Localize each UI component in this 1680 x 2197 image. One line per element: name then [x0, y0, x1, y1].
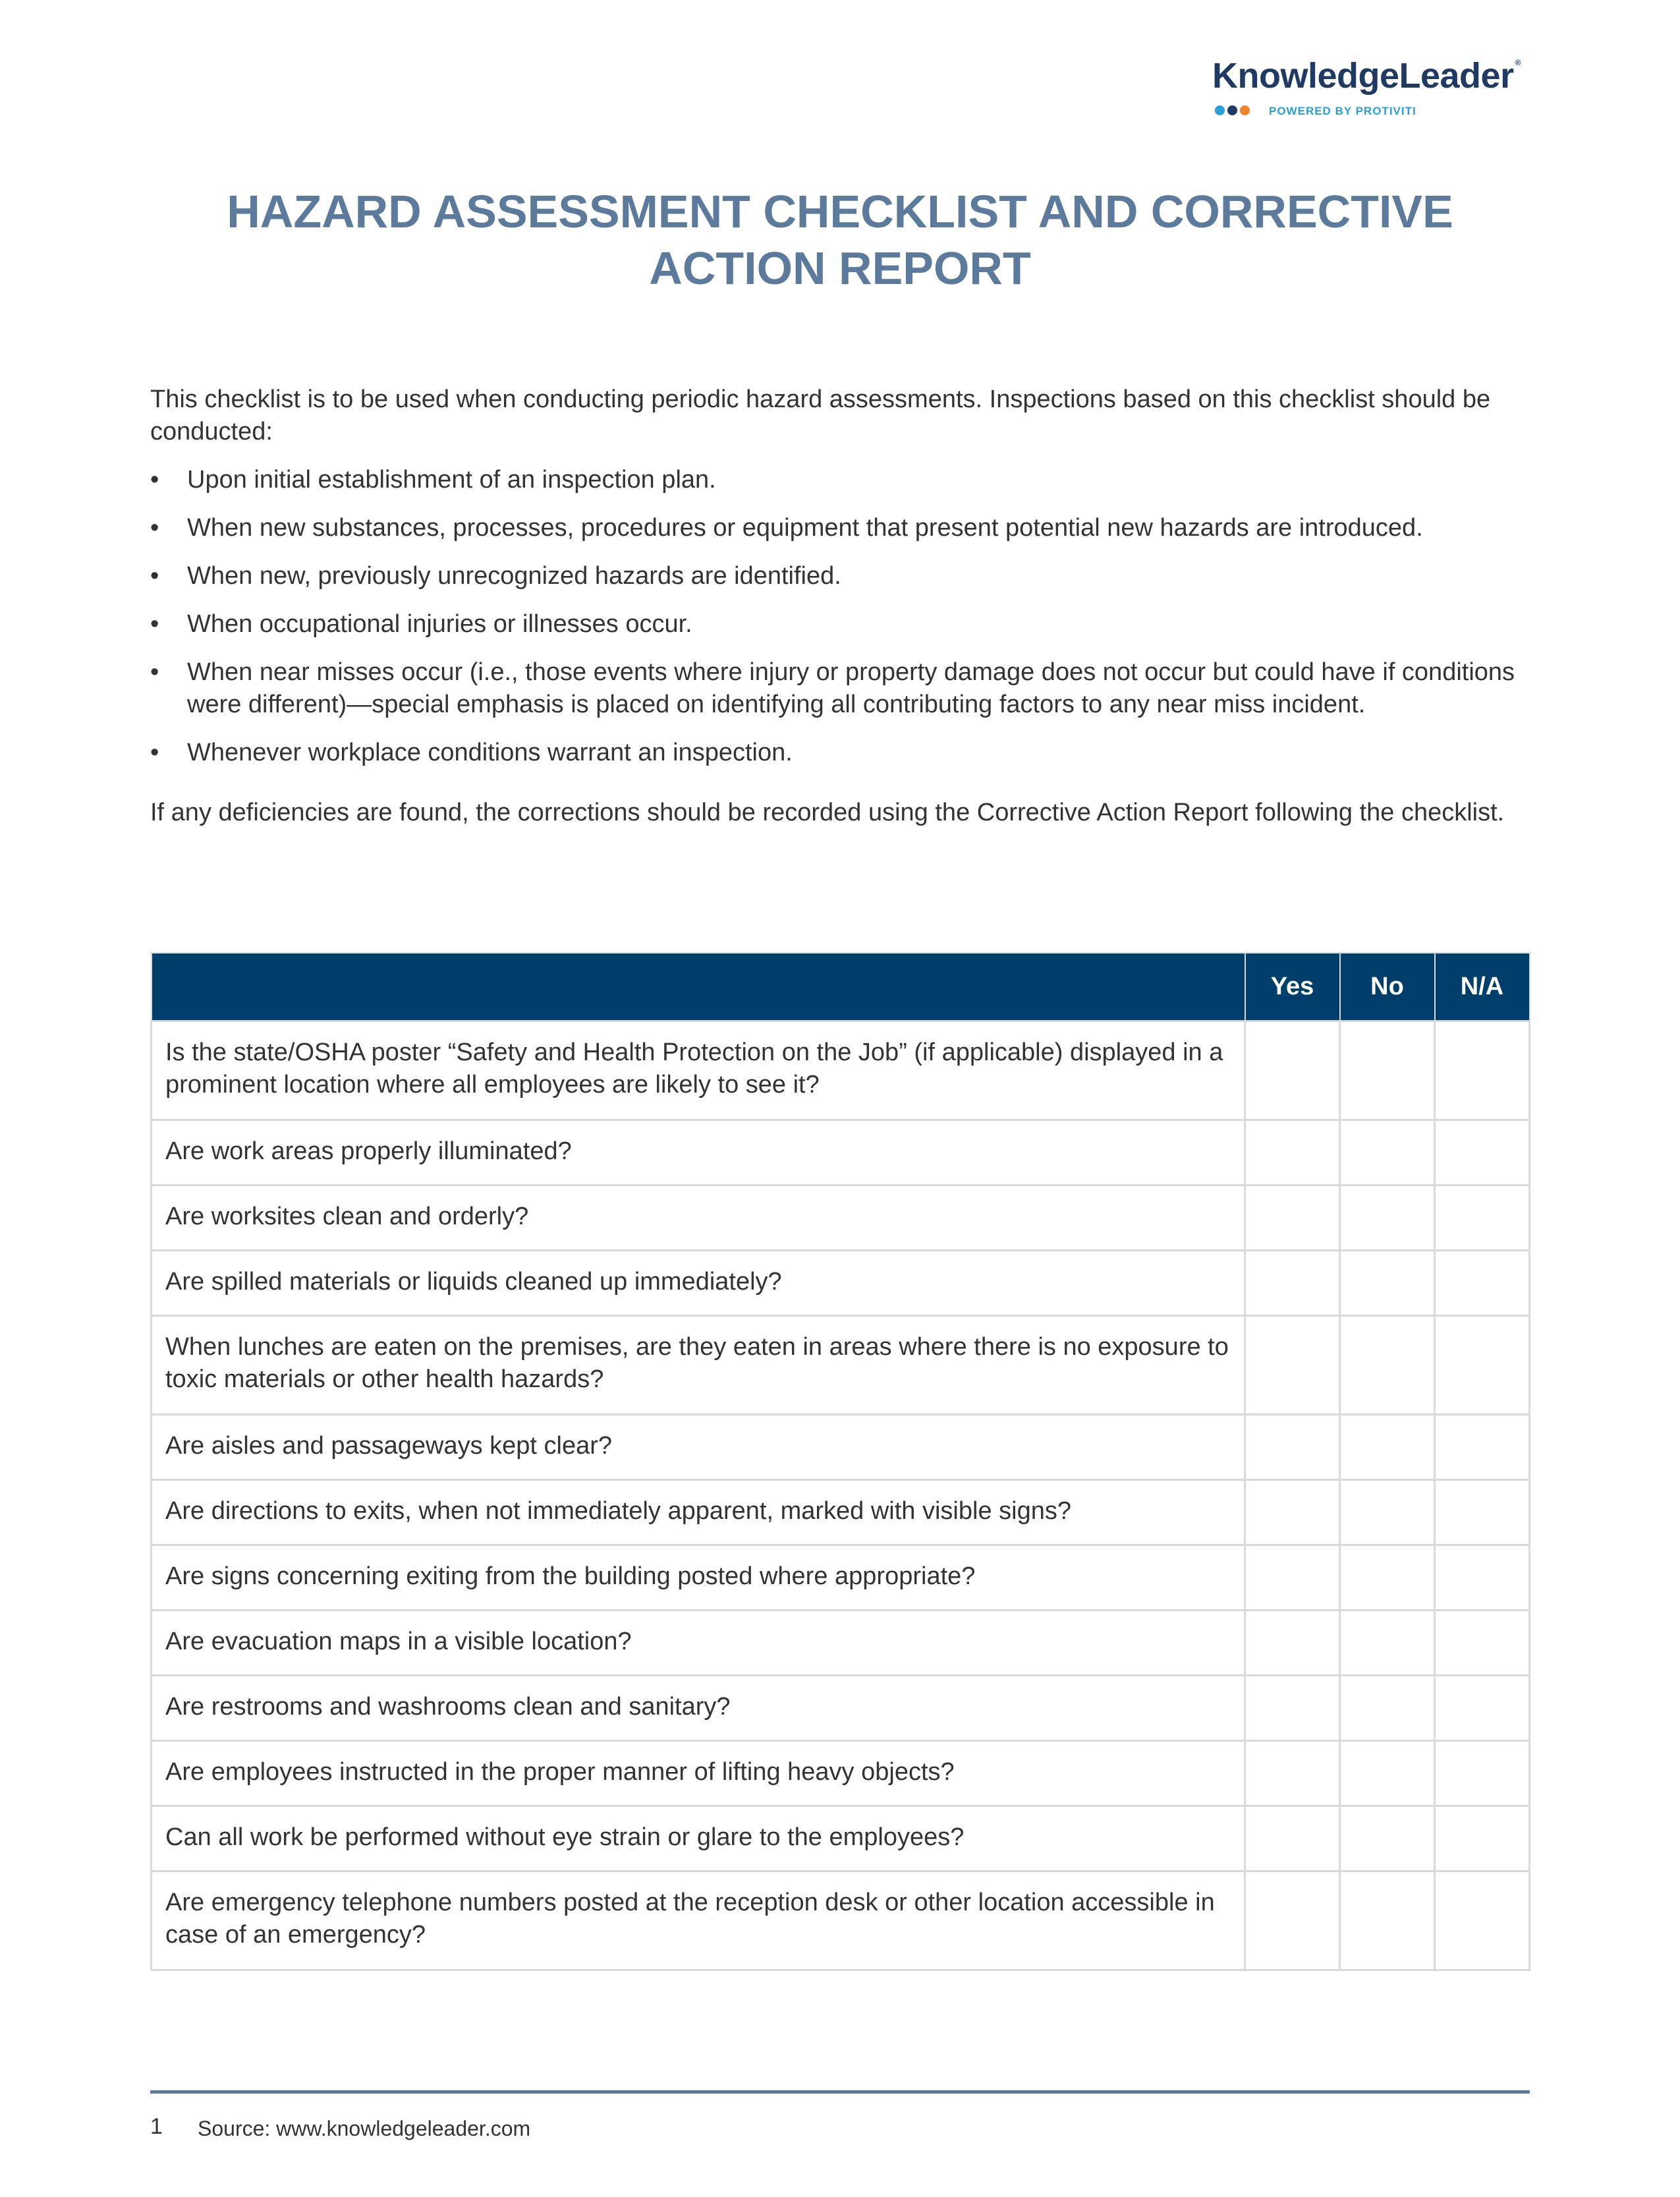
answer-cell-no[interactable] — [1340, 1741, 1435, 1806]
table-row — [152, 1316, 1530, 1415]
checklist-question: Are work areas properly illuminated? — [152, 1120, 1245, 1185]
inspection-trigger-item — [150, 656, 1530, 721]
answer-cell-yes[interactable] — [1245, 1611, 1340, 1676]
table-row — [152, 1871, 1530, 1970]
inspection-trigger-text: When new substances, processes, procedures or equipment that present potential new hazards are introduced. — [187, 514, 1423, 542]
answer-cell-na[interactable] — [1435, 1480, 1530, 1545]
logo-dot-3 — [1240, 105, 1250, 115]
logo-dot-1 — [1215, 105, 1225, 115]
answer-cell-na[interactable] — [1435, 1120, 1530, 1185]
checklist-question: When lunches are eaten on the premises, are they eaten in areas where there is no exposure to toxic materials or other health hazards? — [152, 1316, 1245, 1415]
header-no: No — [1340, 953, 1435, 1021]
header-question — [152, 953, 1245, 1021]
answer-cell-yes[interactable] — [1245, 1480, 1340, 1545]
inspection-triggers-list — [150, 464, 1530, 769]
footer-divider — [150, 2090, 1530, 2094]
checklist-question: Are evacuation maps in a visible location? — [152, 1611, 1245, 1676]
answer-cell-na[interactable] — [1435, 1316, 1530, 1415]
answer-cell-no[interactable] — [1340, 1871, 1435, 1970]
answer-cell-no[interactable] — [1340, 1415, 1435, 1480]
inspection-trigger-text: Whenever workplace conditions warrant an inspection. — [187, 739, 793, 766]
inspection-trigger-item — [150, 464, 1530, 496]
answer-cell-na[interactable] — [1435, 1871, 1530, 1970]
checklist-question: Are employees instructed in the proper manner of lifting heavy objects? — [152, 1741, 1245, 1806]
logo-wordmark: KnowledgeLeader ® — [1212, 56, 1521, 96]
answer-cell-no[interactable] — [1340, 1611, 1435, 1676]
inspection-trigger-item — [150, 608, 1530, 641]
header-yes: Yes — [1245, 953, 1340, 1021]
answer-cell-na[interactable] — [1435, 1806, 1530, 1871]
table-row — [152, 1545, 1530, 1611]
table-row — [152, 1251, 1530, 1316]
checklist-header-row — [152, 953, 1530, 1021]
logo-tagline: POWERED BY PROTIVITI — [1269, 105, 1416, 117]
inspection-trigger-item — [150, 737, 1530, 769]
checklist-question: Are spilled materials or liquids cleaned up immediately? — [152, 1251, 1245, 1316]
answer-cell-no[interactable] — [1340, 1185, 1435, 1251]
inspection-trigger-text: When near misses occur (i.e., those events where injury or property damage does not occur but could have if conditions were different)—special emphasis is placed on identifying all contributing factors to any near miss incident. — [187, 658, 1515, 718]
page-number: 1 — [150, 2114, 163, 2139]
checklist-question: Is the state/OSHA poster “Safety and Health Protection on the Job” (if applicable) displayed in a prominent location where all employees are likely to see it? — [152, 1021, 1245, 1120]
answer-cell-yes[interactable] — [1245, 1316, 1340, 1415]
answer-cell-no[interactable] — [1340, 1480, 1435, 1545]
table-row — [152, 1120, 1530, 1185]
answer-cell-na[interactable] — [1435, 1611, 1530, 1676]
table-row — [152, 1021, 1530, 1120]
table-row — [152, 1185, 1530, 1251]
inspection-trigger-item — [150, 560, 1530, 592]
bullet-icon: • — [150, 658, 159, 686]
answer-cell-yes[interactable] — [1245, 1021, 1340, 1120]
answer-cell-na[interactable] — [1435, 1741, 1530, 1806]
table-row — [152, 1480, 1530, 1545]
intro-outro: If any deficiencies are found, the corrections should be recorded using the Corrective Action Report following the checklist. — [150, 799, 1505, 826]
intro-section — [150, 384, 1530, 829]
table-row — [152, 1611, 1530, 1676]
answer-cell-na[interactable] — [1435, 1251, 1530, 1316]
checklist-question: Are emergency telephone numbers posted at the reception desk or other location accessible in case of an emergency? — [152, 1871, 1245, 1970]
logo-dots-icon — [1215, 105, 1250, 115]
inspection-trigger-item — [150, 512, 1530, 544]
checklist-question: Are restrooms and washrooms clean and sanitary? — [152, 1676, 1245, 1741]
answer-cell-yes[interactable] — [1245, 1676, 1340, 1741]
table-row — [152, 1676, 1530, 1741]
inspection-trigger-text: When occupational injuries or illnesses occur. — [187, 610, 692, 638]
answer-cell-yes[interactable] — [1245, 1871, 1340, 1970]
checklist-question: Are signs concerning exiting from the building posted where appropriate? — [152, 1545, 1245, 1611]
table-row — [152, 1741, 1530, 1806]
answer-cell-na[interactable] — [1435, 1545, 1530, 1611]
answer-cell-no[interactable] — [1340, 1316, 1435, 1415]
title-line-2: ACTION REPORT — [649, 243, 1031, 294]
answer-cell-yes[interactable] — [1245, 1806, 1340, 1871]
answer-cell-no[interactable] — [1340, 1806, 1435, 1871]
answer-cell-na[interactable] — [1435, 1021, 1530, 1120]
answer-cell-no[interactable] — [1340, 1251, 1435, 1316]
inspection-trigger-text: Upon initial establishment of an inspection plan. — [187, 466, 716, 494]
checklist-question: Are worksites clean and orderly? — [152, 1185, 1245, 1251]
header-na: N/A — [1435, 953, 1530, 1021]
answer-cell-yes[interactable] — [1245, 1741, 1340, 1806]
title-line-1: HAZARD ASSESSMENT CHECKLIST AND CORRECTIVE — [227, 186, 1453, 237]
answer-cell-yes[interactable] — [1245, 1415, 1340, 1480]
bullet-icon: • — [150, 739, 159, 766]
bullet-icon: • — [150, 514, 159, 542]
knowledgeleader-logo — [1212, 55, 1535, 128]
logo-dot-2 — [1227, 105, 1237, 115]
registered-mark: ® — [1515, 58, 1521, 67]
answer-cell-na[interactable] — [1435, 1415, 1530, 1480]
answer-cell-no[interactable] — [1340, 1545, 1435, 1611]
intro-lead: This checklist is to be used when conducting periodic hazard assessments. Inspections based on this checklist should be conducted: — [150, 385, 1491, 445]
answer-cell-na[interactable] — [1435, 1676, 1530, 1741]
answer-cell-yes[interactable] — [1245, 1251, 1340, 1316]
answer-cell-yes[interactable] — [1245, 1545, 1340, 1611]
bullet-icon: • — [150, 562, 159, 590]
answer-cell-yes[interactable] — [1245, 1120, 1340, 1185]
inspection-trigger-text: When new, previously unrecognized hazards are identified. — [187, 562, 841, 590]
table-row — [152, 1415, 1530, 1480]
table-row — [152, 1806, 1530, 1871]
checklist-question: Can all work be performed without eye strain or glare to the employees? — [152, 1806, 1245, 1871]
answer-cell-yes[interactable] — [1245, 1185, 1340, 1251]
checklist-question: Are aisles and passageways kept clear? — [152, 1415, 1245, 1480]
answer-cell-na[interactable] — [1435, 1185, 1530, 1251]
bullet-icon: • — [150, 466, 159, 494]
checklist-question: Are directions to exits, when not immediately apparent, marked with visible signs? — [152, 1480, 1245, 1545]
answer-cell-no[interactable] — [1340, 1021, 1435, 1120]
hazard-checklist-table — [150, 952, 1530, 1971]
answer-cell-no[interactable] — [1340, 1120, 1435, 1185]
document-title — [150, 183, 1530, 297]
bullet-icon: • — [150, 610, 159, 638]
answer-cell-no[interactable] — [1340, 1676, 1435, 1741]
source-note: Source: www.knowledgeleader.com — [198, 2117, 531, 2140]
